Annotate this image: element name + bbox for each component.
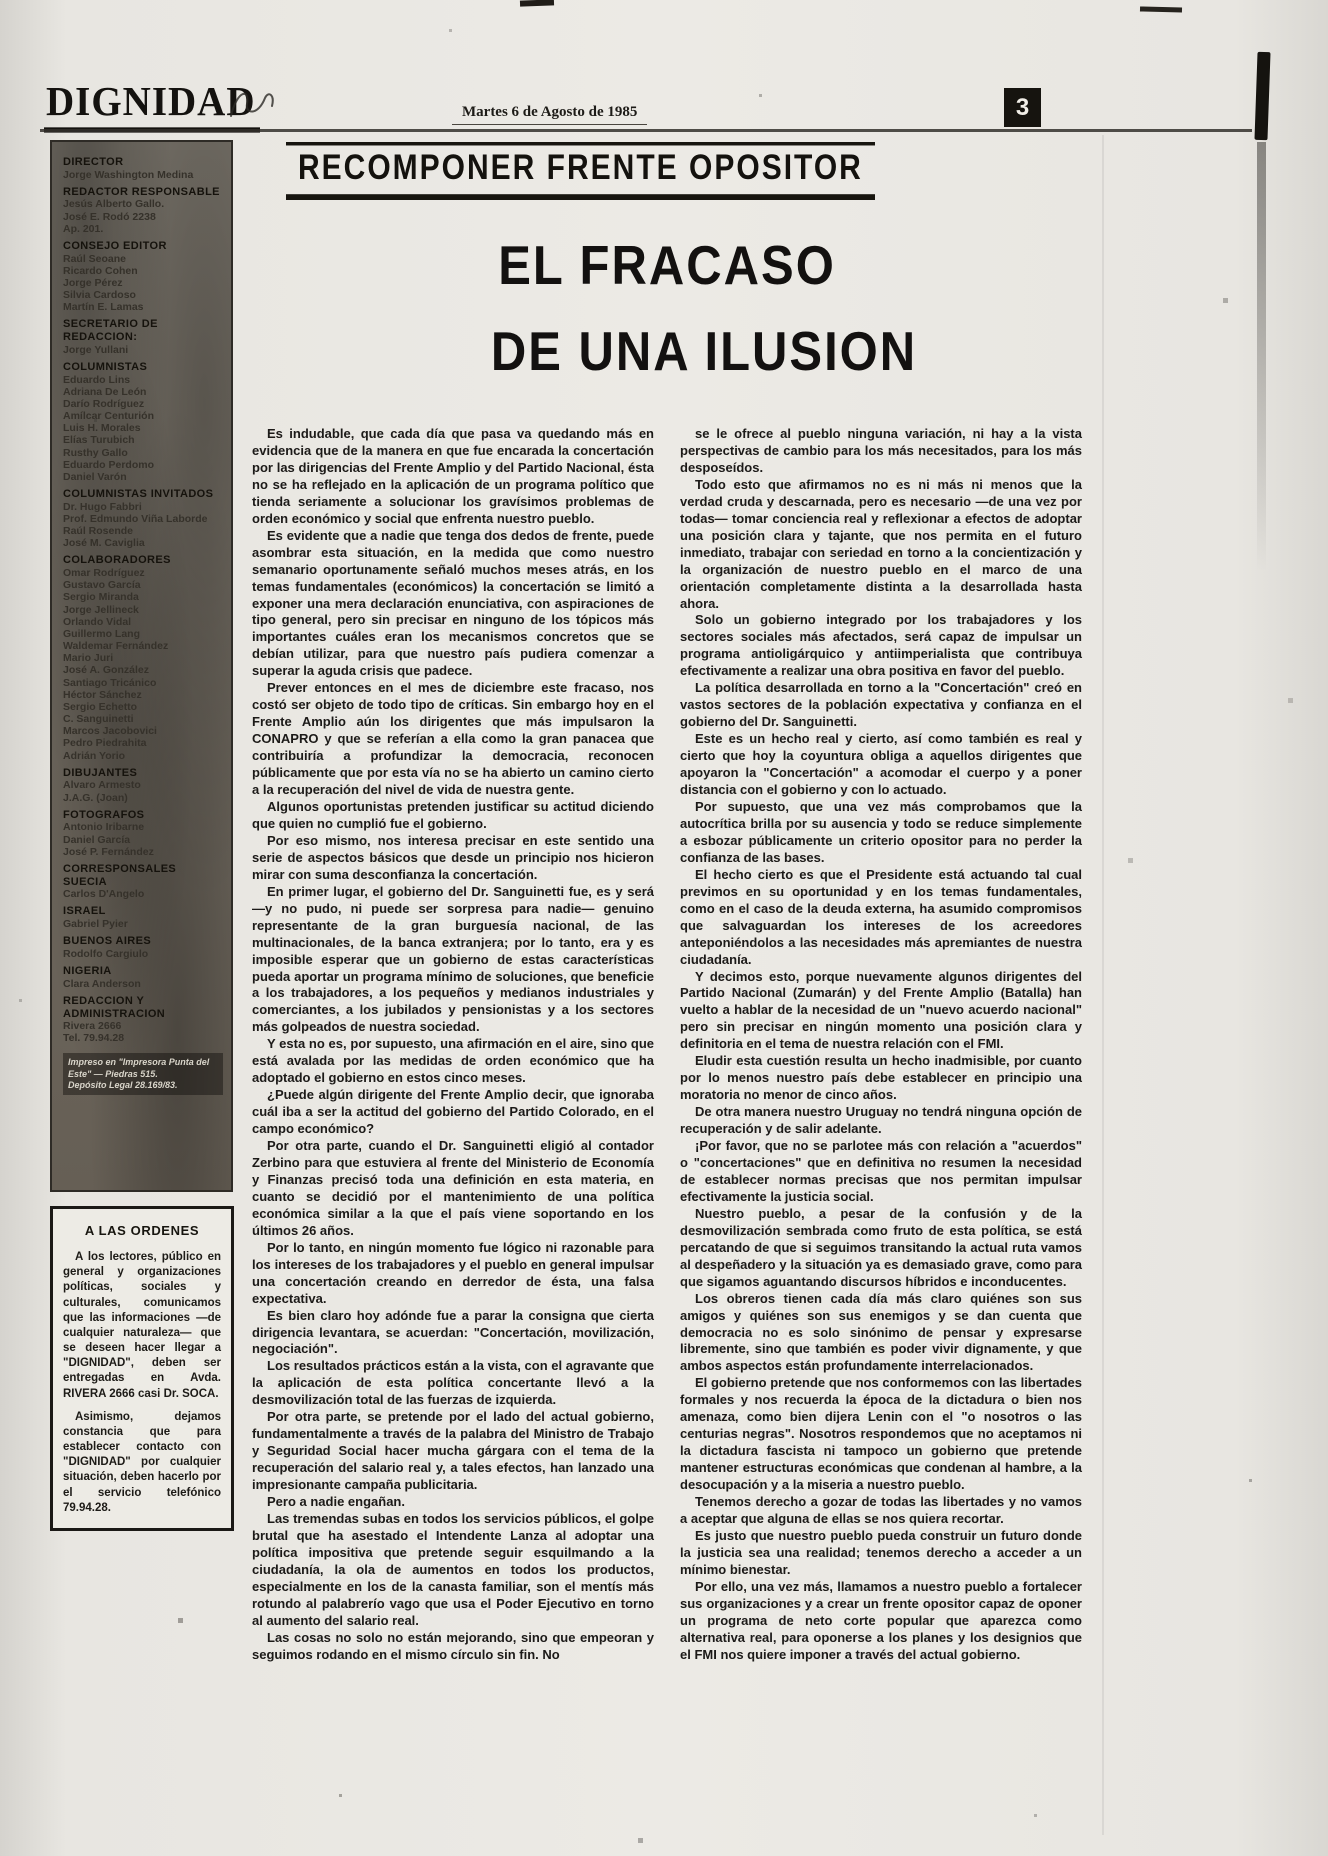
staff-list (63, 156, 223, 1044)
article-paragraph: Solo un gobierno integrado por los trabajadores y los sectores sociales más afectados, será capaz de impulsar un programa antioligárquico y antiimperialista que contribuya efectivamente a realizar una obra positiva en favor del pueblo. (680, 612, 1082, 679)
staff-entry: Jorge Jellineck (63, 603, 139, 616)
print-credit-line: Depósito Legal 28.169/83. (68, 1079, 178, 1090)
article-paragraph: Por supuesto, que una vez más comprobamos que la autocrítica brilla por su ausencia y todo se reduce simplemente a esbozar públicamente un criterio opositor para no perder la confianza de las bases. (680, 798, 1082, 865)
staff-entry: Santiago Tricánico (63, 676, 157, 689)
article-paragraph: Por ello, una vez más, llamamos a nuestro pueblo a fortalecer sus organizaciones y a crear un frente opositor capaz de oponer un programa de neto corte popular que aparezca como alternativa real, para oponerse a los planes y los designios que el FMI nos quiere imponer a través del actual gobierno. (680, 1578, 1082, 1662)
article-column-left (252, 426, 654, 1664)
article-paragraph: Eludir esta cuestión resulta un hecho inadmisible, por cuanto por lo menos nuestro país debe establecer en principio una moratoria no menor de cinco años. (680, 1053, 1082, 1103)
staff-entry: Raúl Seoane (63, 252, 127, 265)
staff-entry: Silvia Cardoso (63, 289, 136, 302)
staff-entry: CORRESPONSALES SUECIA (63, 862, 177, 888)
staff-entry: COLUMNISTAS INVITADOS (63, 488, 214, 501)
staff-entry: Guillermo Lang (63, 627, 141, 640)
staff-entry: DIBUJANTES (63, 766, 138, 779)
staff-entry: COLUMNISTAS (63, 360, 148, 373)
staff-entry: Adrián Yorio (63, 749, 126, 762)
staff-entry: Sergio Miranda (63, 591, 139, 604)
staff-entry: Eduardo Perdomo (63, 458, 155, 471)
staff-entry: Amílcar Centurión (63, 410, 155, 423)
article-paragraph: Los resultados prácticos están a la vista, con el agravante que la aplicación de esta política concertante llevó a la desmovilización total de las fuerzas de izquierda. (252, 1358, 654, 1408)
staff-entry: Omar Rodríguez (63, 567, 145, 580)
staff-entry: Tel. 79.94.28 (63, 1032, 125, 1045)
staff-entry: Jorge Washington Medina (63, 168, 194, 181)
staff-entry: Jorge Yullani (63, 343, 129, 356)
article-paragraph: Prever entonces en el mes de diciembre este fracaso, nos costó ser objeto de todo tipo de críticas. Sin embargo hoy en el Frente Amplio aún los dirigentes que más impulsaron la CONAPRO y que se referían a ella como la gran panacea que contribuiría a profundizar la democracia, reconocen públicamente que por esta vía no se ha abierto un camino cierto a la recuperación del nivel de vida de nuestra gente. (252, 680, 654, 798)
staff-entry: José P. Fernández (63, 845, 154, 858)
article-paragraph: Por lo tanto, en ningún momento fue lógico ni razonable para los intereses de los trabajadores y el pueblo en general impulsar una concertación creando en derredor de ésta, una falsa expectativa. (252, 1239, 654, 1306)
article-paragraph: De otra manera nuestro Uruguay no tendrá ninguna opción de recuperación y de salir adelante. (680, 1104, 1082, 1137)
print-credit-box (63, 1053, 223, 1095)
article-paragraph: Tenemos derecho a gozar de todas las libertades y no vamos a aceptar que alguna de ellas se nos quiera recortar. (680, 1494, 1082, 1526)
staff-sidebar (50, 140, 233, 1192)
staff-entry: Mario Juri (63, 652, 114, 665)
staff-entry: Adriana De León (63, 385, 147, 398)
staff-entry: Waldemar Fernández (63, 640, 169, 653)
headline-line-2: DE UNA ILUSION (490, 321, 918, 383)
staff-entry: COLABORADORES (63, 554, 171, 567)
staff-entry: José E. Rodó 2238 (63, 210, 156, 223)
article-paragraph: Por otra parte, cuando el Dr. Sanguinetti eligió al contador Zerbino para que estuviera al frente del Ministerio de Economía y Finanzas precisó toda una definición en esta materia, en cuanto se decidió por el mantenimiento de una política económica similar a la que el país viene soportando en los últimos 26 años. (252, 1138, 654, 1238)
article-paragraph: El hecho cierto es que el Presidente está actuando tal cual previmos en su oportunidad y en los temas fundamentales, como en el caso de la deuda externa, ha asumido compromisos que salvaguardan los intereses de los acreedores anteponiéndolos a las necesidades más apremiantes de nuestra ciudadanía. (680, 866, 1082, 967)
contact-notice-paragraph: A los lectores, público en general y organizaciones políticas, sociales y culturales, comunicamos que las informaciones —de cualquier naturaleza— que se deseen hacer llegar a "DIGNIDAD", deben ser entregadas en Avda. RIVERA 2666 casi Dr. SOCA. (63, 1251, 221, 1400)
staff-entry: ISRAEL (63, 905, 106, 918)
header-rule (40, 129, 1252, 132)
scan-fold-line (1102, 135, 1104, 1835)
scan-artifact-mark (520, 0, 554, 7)
article-paragraph: Es bien claro hoy adónde fue a parar la consigna que cierta dirigencia levantara, se acuerdan: "Concertación, movilización, negociación". (252, 1307, 654, 1357)
handwritten-mark (228, 84, 280, 126)
staff-entry: José M. Caviglia (63, 537, 145, 550)
article-paragraph: Y decimos esto, porque nuevamente algunos dirigentes del Partido Nacional (Zumarán) y del Frente Amplio (Batalla) han vuelto a hablar de la necesidad de un "nuevo acuerdo nacional" pero sin precisar en ningún momento una posición clara y definitoria en el tema de nuestra relación con el FMI. (680, 968, 1082, 1052)
staff-entry: Marcos Jacobovici (63, 725, 157, 738)
staff-entry: BUENOS AIRES (63, 935, 152, 948)
staff-entry: CONSEJO EDITOR (63, 239, 167, 252)
page-number-badge: 3 (1004, 88, 1041, 127)
article-body (252, 426, 1082, 1664)
staff-entry: Alvaro Armesto (63, 779, 141, 792)
contact-notice-body (63, 1250, 221, 1516)
staff-entry: J.A.G. (Joan) (63, 791, 128, 804)
staff-entry: Rivera 2666 (63, 1020, 122, 1033)
article-paragraph: Las tremendas subas en todos los servicios públicos, el golpe brutal que ha asestado el Intendente Lanza al adoptar una política impositiva que pretende seguir esquilmando a la ciudadanía, la ola de aumentos en todos los productos, especialmente en los de la canasta familiar, son el mentís más rotundo al palabrerío vago que usa el Poder Ejecutivo en torno al aumento del salario real. (252, 1511, 654, 1628)
article-headline (252, 235, 1082, 383)
scan-artifact-mark (1140, 6, 1182, 12)
staff-entry: Dr. Hugo Fabbri (63, 500, 142, 513)
article-paragraph: El gobierno pretende que nos conformemos con las libertades formales y nos recuerda la época de la dictadura o bien nos amenaza, como bien dijera Lenin con el "o nosotros o las centurias negras". Nosotros respondemos que no aceptamos ni la dictadura fascista ni tampoco un gobierno que pretende mantener estructuras económicas que condenan al hambre, a la desocupación y a la miseria a nuestro pueblo. (680, 1375, 1082, 1493)
staff-entry: Prof. Edmundo Viña Laborde (63, 512, 208, 525)
staff-entry: Orlando Vidal (63, 615, 132, 628)
issue-date: Martes 6 de Agosto de 1985 (452, 104, 647, 125)
article-paragraph: Este es un hecho real y cierto, así como también es real y cierto que hoy la coyuntura obliga a aquellos dirigentes que apoyaron la "Concertación" a acomodar el cuerpo y a poner distancia con el gobierno y con lo actuado. (680, 731, 1082, 798)
staff-entry: Daniel Varón (63, 470, 127, 483)
article-paragraph: se le ofrece al pueblo ninguna variación, ni hay a la vista perspectivas de cambio para los más necesitados, para los más desposeídos. (680, 426, 1082, 475)
staff-entry: Héctor Sánchez (63, 688, 142, 701)
staff-entry: Gabriel Pyier (63, 918, 128, 931)
contact-notice-box (50, 1206, 234, 1531)
staff-entry: Martín E. Lamas (63, 301, 144, 314)
staff-entry: Sergio Echetto (63, 700, 138, 713)
article-paragraph: La política desarrollada en torno a la "Concertación" creó en vastos sectores de la población expectativa y confianza en el gobierno del Dr. Sanguinetti. (680, 680, 1082, 730)
article-paragraph: Es evidente que a nadie que tenga dos dedos de frente, puede asombrar esta situación, en la medida que como nuestro semanario oportunamente señaló muchos meses atrás, en los temas fundamentales (económicos) la concertación se limitó a exponer una mera declaración enunciativa, con aspiraciones de tipo general, pero sin precisar en ninguno de los tópicos más importantes cuáles eran los mecanismos concretos que se debían utilizar, para que nuestro país pudiera comenzar a superar la aguda crisis que padece. (252, 527, 654, 679)
staff-entry: Antonio Iribarne (63, 821, 145, 834)
article-paragraph: Por otra parte, se pretende por el lado del actual gobierno, fundamentalmente a través de la palabra del Ministro de Trabajo y Seguridad Social hacer mucha gárgara con el tema de la recuperación del salario real y, a tales efectos, han lanzado una impresionante campaña publicitaria. (252, 1409, 654, 1493)
staff-entry: Rusthy Gallo (63, 446, 128, 459)
article-paragraph: En primer lugar, el gobierno del Dr. Sanguinetti fue, es y será —y no pudo, ni puede ser sorpresa para nadie— genuino representante de la gran burguesía nacional, de las multinacionales, de la banca extranjera; por lo tanto, era y es imposible esperar que un gobierno de estas características pueda aportar un programa mínimo de soluciones, que beneficie a los trabajadores, a los pequeños y medianos industriales y comerciantes, a los jubilados y pensionistas y a los sectores más golpeados de nuestra sociedad. (252, 883, 654, 1035)
article-paragraph: Los obreros tienen cada día más claro quiénes son sus amigos y quiénes son sus enemigos y se dan cuenta que democracia no es solo sinónimo de pensar y expresarse libremente, sino que también es poder vivir dignamente, y que ambos aspectos están profundamente interrelacionados. (680, 1290, 1082, 1374)
print-credit-line: Impreso en "Impresora Punta del Este" — Piedras 515. (68, 1057, 210, 1079)
staff-entry: Raúl Rosende (63, 525, 134, 538)
article-paragraph: Todo esto que afirmamos no es ni más ni menos que la verdad cruda y descarnada, pero es necesario —de una vez por todas— tomar conciencia real y reflexionar a efectos de adoptar una posición clara y tajante, que nos permita en el futuro inmediato, trabajar con seriedad en torno a la concientización y la organización de nuestro pueblo en el marco de una orientación completamente distinta a la desarrollada hasta ahora. (680, 476, 1082, 611)
staff-entry: NIGERIA (63, 965, 112, 978)
staff-entry: Daniel García (63, 833, 131, 846)
staff-entry: Rodolfo Cargiulo (63, 947, 149, 960)
staff-entry: FOTOGRAFOS (63, 808, 145, 821)
article-paragraph: Nuestro pueblo, a pesar de la confusión y de la desmovilización sembrada como fruto de esta política, se está percatando de que si seguimos transitando la actual ruta vamos al despeñadero y la situación ya es demasiado grave, como para que sigamos aguantando discursos híbridos e inconducentes. (680, 1205, 1082, 1289)
staff-entry: Darío Rodríguez (63, 397, 145, 410)
article-kicker: RECOMPONER FRENTE OPOSITOR (286, 142, 875, 200)
staff-entry: C. Sanguinetti (63, 713, 134, 726)
staff-entry: Pedro Piedrahita (63, 737, 147, 750)
article-paragraph: Y esta no es, por supuesto, una afirmación en el aire, sino que está avalada por las medidas de orden económico que ha adoptado el gobierno en estos cinco meses. (252, 1036, 654, 1086)
staff-entry: Ricardo Cohen (63, 264, 138, 277)
contact-notice-title: A LAS ORDENES (84, 1223, 200, 1238)
article-paragraph: Por eso mismo, nos interesa precisar en este sentido una serie de aspectos básicos que desde un principio nos hicieron mirar con suma desconfianza la concertación. (252, 832, 654, 882)
scan-artifact-band (1257, 142, 1266, 572)
staff-entry: DIRECTOR (63, 156, 124, 168)
contact-notice-paragraph: Asimismo, dejamos constancia que para establecer contacto con "DIGNIDAD" por cualquier situación, deben hacerlo por el servicio telefónico 79.94.28. (63, 1410, 221, 1514)
staff-entry: Jorge Pérez (63, 276, 123, 289)
staff-entry: REDACTOR RESPONSABLE (63, 185, 220, 198)
article-paragraph: Es indudable, que cada día que pasa va quedando más en evidencia que de la manera en que fue encarada la concertación por las dirigencias del Frente Amplio y del Partido Nacional, ésta no se ha reflejado en la aplicación de un programa político que tienda seriamente a solucionar los gravísimos problemas de orden económico y social que enfrenta nuestro pueblo. (252, 426, 654, 526)
scan-artifact-streak (1254, 52, 1270, 140)
staff-entry: Luis H. Morales (63, 422, 141, 435)
article-column-right (680, 426, 1082, 1664)
staff-entry: Gustavo García (63, 579, 141, 592)
main-article (252, 142, 1082, 1664)
article-paragraph: Las cosas no solo no están mejorando, sino que empeoran y seguimos rodando en el mismo círculo sin fin. No (252, 1629, 654, 1662)
staff-entry: José A. González (63, 664, 149, 677)
staff-entry: Clara Anderson (63, 977, 141, 990)
staff-entry: REDACCION Y ADMINISTRACION (63, 994, 166, 1020)
scan-speckles (0, 0, 1, 1)
staff-entry: Eduardo Lins (63, 373, 131, 386)
headline-line-1: EL FRACASO (498, 235, 836, 297)
staff-entry: SECRETARIO DE REDACCION: (63, 318, 158, 344)
staff-entry: Ap. 201. (63, 222, 104, 235)
masthead-title: DIGNIDAD (44, 78, 260, 133)
staff-entry: Carlos D'Angelo (63, 888, 145, 901)
article-paragraph: Es justo que nuestro pueblo pueda construir un futuro donde la justicia sea una realidad; tenemos derecho a acceder a un mínimo bienestar. (680, 1527, 1082, 1577)
article-paragraph: Pero a nadie engañan. (267, 1494, 405, 1510)
staff-entry: Jesús Alberto Gallo. (63, 198, 165, 211)
article-paragraph: Algunos oportunistas pretenden justificar su actitud diciendo que quien no cumplió fue el gobierno. (252, 798, 654, 831)
article-paragraph: ¡Por favor, que no se parlotee más con relación a "acuerdos" o "concertaciones" que en definitiva no resumen la necesidad de establecer normas precisas que nos permitan impulsar efectivamente la justicia social. (680, 1138, 1082, 1204)
staff-entry: Elías Turubich (63, 434, 135, 447)
article-paragraph: ¿Puede algún dirigente del Frente Amplio decir, que ignoraba cuál iba a ser la actitud del gobierno del Partido Colorado, en el campo económico? (252, 1087, 654, 1137)
